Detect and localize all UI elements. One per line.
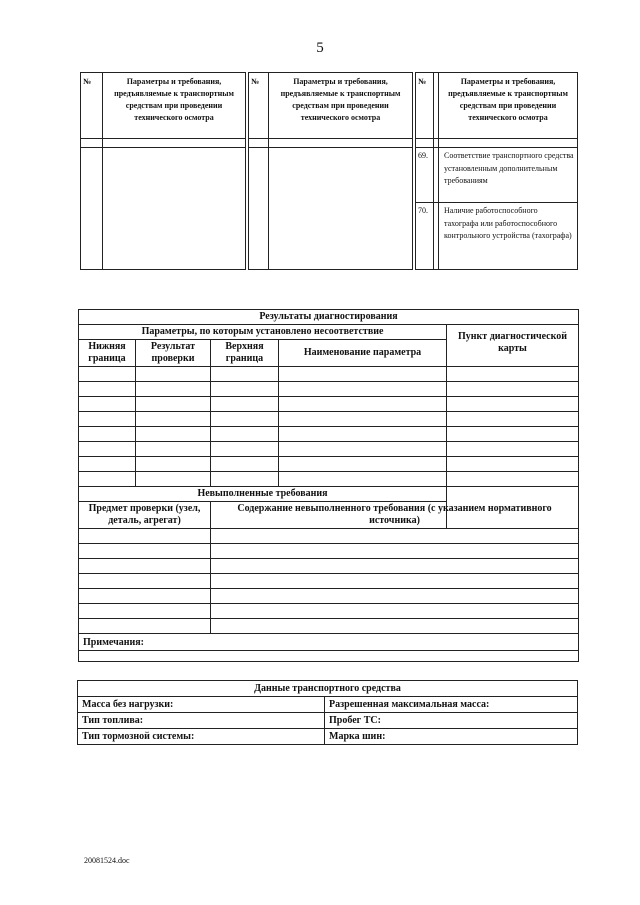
- col-param-name: Наименование параметра: [279, 340, 447, 367]
- params-title: Параметры, по которым установлено несоответствие: [79, 325, 447, 340]
- table-row: [79, 412, 579, 427]
- item-69-text: Соответствие транспортного средства установленным дополнительным требованиям: [439, 148, 578, 203]
- diagnostics-results-table: [78, 309, 579, 662]
- col-params-1: Параметры и требования, предъявляемые к транспортным средствам при проведении технического осмотра: [103, 73, 246, 139]
- empty-cell: [103, 139, 246, 148]
- table-row: [79, 589, 579, 604]
- table-row: [79, 457, 579, 472]
- unmet-title: Невыполненные требования: [79, 487, 447, 502]
- col-check-subject: Предмет проверки (узел, деталь, агрегат): [79, 502, 211, 529]
- empty-cell: [249, 139, 269, 148]
- table-row: [79, 367, 579, 382]
- empty-cell: [439, 139, 578, 148]
- table-row: [79, 544, 579, 559]
- empty-cell: [81, 139, 103, 148]
- results-title: Результаты диагностирования: [79, 310, 579, 325]
- table-row: [79, 427, 579, 442]
- col-upper-bound: Верхняя граница: [211, 340, 279, 367]
- empty-cell: [269, 139, 413, 148]
- table-row: [79, 442, 579, 457]
- vehicle-title: Данные транспортного средства: [78, 681, 578, 697]
- item-70-text: Наличие работоспособного тахографа или работоспособного контрольного устройства (тахографа): [439, 203, 578, 270]
- empty-cell: [249, 148, 269, 270]
- table-row: [79, 397, 579, 412]
- table-row: [79, 472, 579, 487]
- col-num-1: №: [81, 73, 103, 139]
- table-row: [79, 574, 579, 589]
- table-row: [79, 382, 579, 397]
- col-check-result: Результат проверки: [136, 340, 211, 367]
- table-row: [79, 651, 579, 662]
- brake-type-label: Тип тормозной системы:: [78, 729, 325, 745]
- inspection-params-table: [80, 72, 578, 270]
- mass-empty-label: Масса без нагрузки:: [78, 697, 325, 713]
- vehicle-data-table: [77, 680, 578, 745]
- fuel-type-label: Тип топлива:: [78, 713, 325, 729]
- item-69-num: 69.: [416, 148, 434, 203]
- table-row: [79, 619, 579, 634]
- table-row: [79, 604, 579, 619]
- empty-cell: [269, 148, 413, 270]
- col-lower-bound: Нижняя граница: [79, 340, 136, 367]
- empty-cell: [103, 148, 246, 270]
- col-params-3: Параметры и требования, предъявляемые к транспортным средствам при проведении технического осмотра: [439, 73, 578, 139]
- empty-cell: [416, 139, 434, 148]
- table-row: [79, 529, 579, 544]
- page-number: 5: [316, 40, 324, 56]
- tire-brand-label: Марка шин:: [325, 729, 578, 745]
- col-num-2: №: [249, 73, 269, 139]
- col-params-2: Параметры и требования, предъявляемые к транспортным средствам при проведении технического осмотра: [269, 73, 413, 139]
- footer-filename: 20081524.doc: [84, 856, 130, 865]
- item-70-num: 70.: [416, 203, 434, 270]
- table-row: [79, 559, 579, 574]
- mileage-label: Пробег ТС:: [325, 713, 578, 729]
- mass-max-label: Разрешенная максимальная масса:: [325, 697, 578, 713]
- col-unmet-content: Содержание невыполненного требования (с указанием нормативного источника): [211, 502, 579, 529]
- col-diag-point: Пункт диагностической карты: [447, 325, 579, 367]
- col-num-3: №: [416, 73, 434, 139]
- empty-cell: [81, 148, 103, 270]
- notes-label: Примечания:: [79, 634, 579, 651]
